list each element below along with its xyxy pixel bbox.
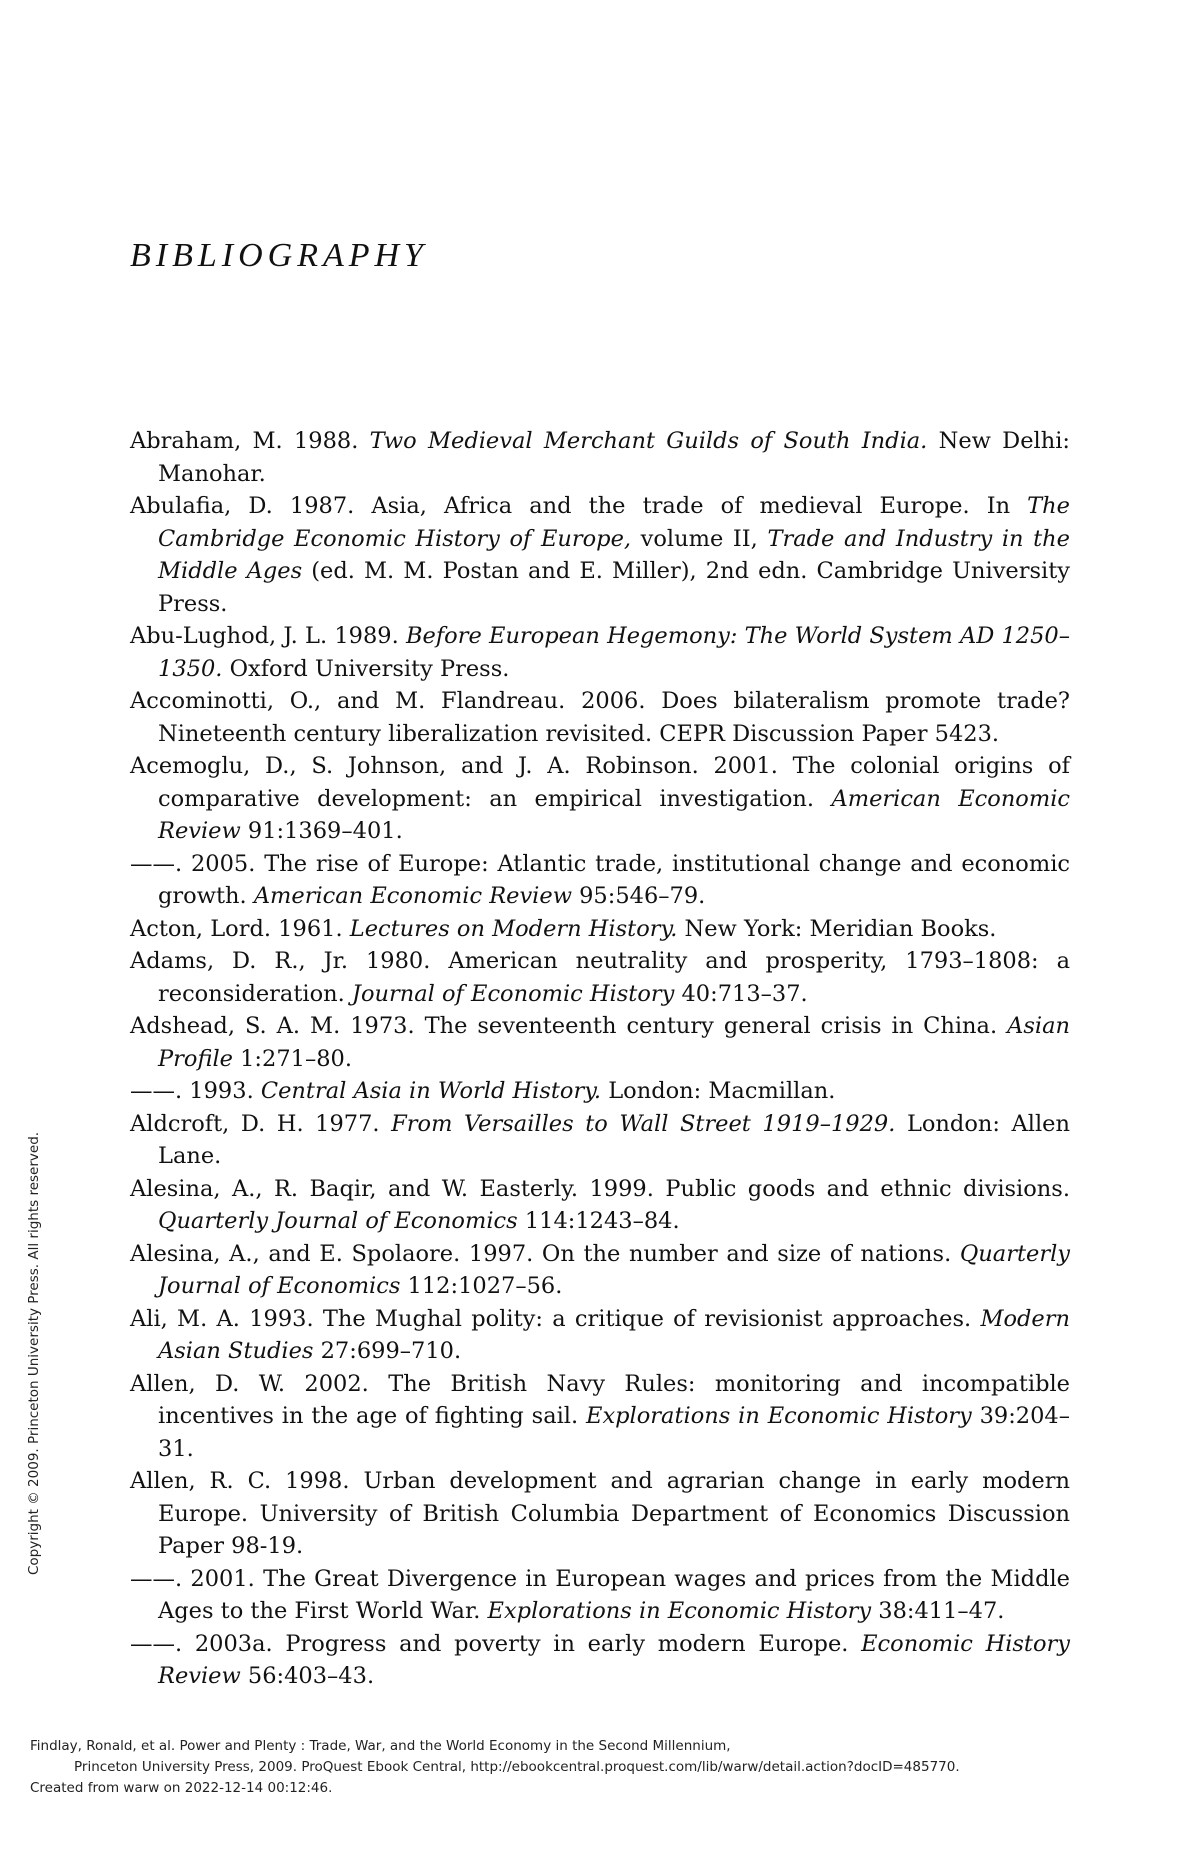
- bib-entry: Acton, Lord. 1961. Lectures on Modern History. New York: Meridian Books.: [130, 915, 997, 942]
- footer-line: Princeton University Press, 2009. ProQuest Ebook Central, http://ebookcentral.proquest.com/lib/warw/detail.action?docID=485770.: [74, 1759, 960, 1775]
- bib-entry: Acemoglu, D., S. Johnson, and J. A. Robinson. 2001. The colonial origins of comparative development: an empirical investigation. American Economic Review 91:1369–401.: [130, 753, 1070, 844]
- bib-entry: Abulafia, D. 1987. Asia, Africa and the trade of medieval Europe. In The Cambridge Economic History of Europe, volume II, Trade and Industry in the Middle Ages (ed. M. M. Postan and E. Miller), 2nd edn. Cambridge University Press.: [130, 493, 1070, 617]
- bib-entry: Adams, D. R., Jr. 1980. American neutrality and prosperity, 1793–1808: a reconsideration. Journal of Economic History 40:713–37.: [130, 948, 1070, 1007]
- bib-entry: Ali, M. A. 1993. The Mughal polity: a critique of revisionist approaches. Modern Asian Studies 27:699–710.: [130, 1305, 1070, 1364]
- bib-entry: Accominotti, O., and M. Flandreau. 2006. Does bilateralism promote trade? Nineteenth century liberalization revisited. CEPR Discussion Paper 5423.: [130, 688, 1070, 747]
- bib-entry: Alesina, A., and E. Spolaore. 1997. On the number and size of nations. Quarterly Journal of Economics 112:1027–56.: [130, 1240, 1070, 1299]
- copyright-notice: Copyright © 2009. Princeton University Press. All rights reserved.: [26, 1131, 42, 1575]
- bib-entry: Aldcroft, D. H. 1977. From Versailles to Wall Street 1919–1929. London: Allen Lane.: [130, 1110, 1070, 1169]
- citation-footer: [30, 1736, 960, 1799]
- footer-line: Findlay, Ronald, et al. Power and Plenty : Trade, War, and the World Economy in the Second Millennium,: [30, 1738, 731, 1754]
- footer-line: Created from warw on 2022-12-14 00:12:46.: [30, 1780, 333, 1796]
- bibliography-list: [130, 425, 1070, 1693]
- bib-entry: Alesina, A., R. Baqir, and W. Easterly. 1999. Public goods and ethnic divisions. Quarterly Journal of Economics 114:1243–84.: [130, 1175, 1070, 1234]
- bib-entry: ——. 2003a. Progress and poverty in early modern Europe. Economic History Review 56:403–43.: [130, 1630, 1070, 1689]
- bib-entry: Adshead, S. A. M. 1973. The seventeenth century general crisis in China. Asian Profile 1:271–80.: [130, 1013, 1070, 1072]
- bib-entry: Allen, D. W. 2002. The British Navy Rules: monitoring and incompatible incentives in the age of fighting sail. Explorations in Economic History 39:204–31.: [130, 1370, 1070, 1462]
- page-title: BIBLIOGRAPHY: [130, 237, 428, 274]
- bib-entry: ——. 2001. The Great Divergence in European wages and prices from the Middle Ages to the First World War. Explorations in Economic History 38:411–47.: [130, 1565, 1070, 1624]
- bib-entry: ——. 1993. Central Asia in World History. London: Macmillan.: [130, 1078, 836, 1104]
- bib-entry: Allen, R. C. 1998. Urban development and agrarian change in early modern Europe. University of British Columbia Department of Economics Discussion Paper 98-19.: [130, 1468, 1070, 1559]
- bib-entry: Abu-Lughod, J. L. 1989. Before European Hegemony: The World System AD 1250–1350. Oxford University Press.: [130, 623, 1070, 682]
- bib-entry: Abraham, M. 1988. Two Medieval Merchant Guilds of South India. New Delhi: Manohar.: [130, 428, 1070, 487]
- bib-entry: ——. 2005. The rise of Europe: Atlantic trade, institutional change and economic growth. American Economic Review 95:546–79.: [130, 850, 1070, 909]
